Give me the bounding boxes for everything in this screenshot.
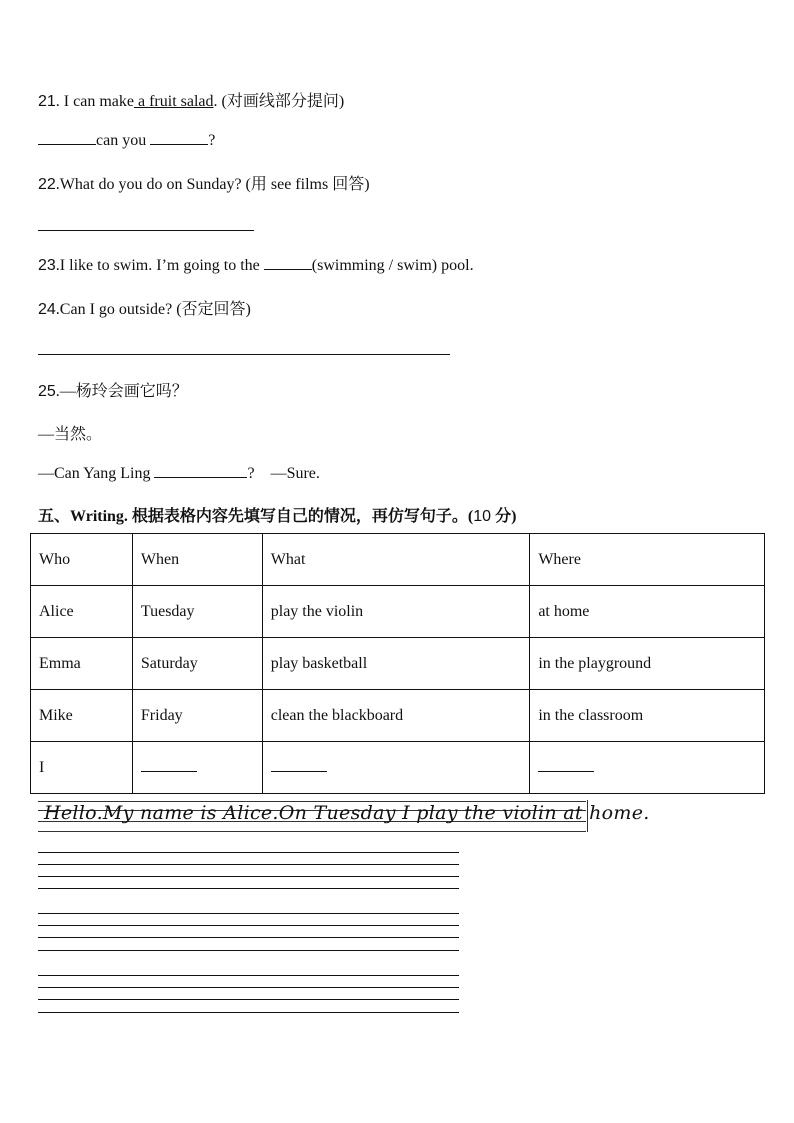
staff-line xyxy=(38,987,459,988)
table-cell: Mike xyxy=(31,690,133,742)
question-text: —当然。 xyxy=(38,426,103,443)
answer-blank[interactable] xyxy=(38,130,96,145)
section-score: 10 xyxy=(473,508,492,525)
table-cell: in the classroom xyxy=(530,690,765,742)
table-cell: Saturday xyxy=(132,638,262,690)
question-25-line3 xyxy=(38,463,320,483)
question-text: .I like to swim. I’m going to the xyxy=(55,257,264,274)
question-text: —Can Yang Ling xyxy=(38,465,155,482)
staff-line xyxy=(38,999,459,1000)
question-options: (swimming / swim) pool. xyxy=(311,257,474,274)
staff-line xyxy=(38,864,459,865)
table-row xyxy=(31,586,765,638)
question-23 xyxy=(38,255,474,275)
question-text: .What do you do on Sunday? (用 see films 回答) xyxy=(55,176,370,193)
answer-21 xyxy=(38,130,215,150)
table-header-row xyxy=(31,534,765,586)
section-5-title xyxy=(38,503,516,526)
staff-line xyxy=(38,950,459,951)
table-cell-blank[interactable] xyxy=(262,742,530,794)
staff-line xyxy=(38,937,459,938)
table-cell: I xyxy=(31,742,133,794)
table-cell: play the violin xyxy=(262,586,530,638)
table-cell: Friday xyxy=(132,690,262,742)
answer-text: can you xyxy=(96,132,147,149)
section-title-text: 五、Writing. 根据表格内容先填写自己的情况，再仿写句子。( xyxy=(38,508,474,525)
staff-line xyxy=(38,925,459,926)
table-row xyxy=(31,690,765,742)
example-handwriting xyxy=(38,800,650,834)
answer-blank[interactable] xyxy=(154,463,247,478)
answer-blank[interactable] xyxy=(264,255,312,270)
table-cell: Emma xyxy=(31,638,133,690)
table-cell: play basketball xyxy=(262,638,530,690)
question-number: 22 xyxy=(38,176,56,193)
question-25-line2 xyxy=(38,421,102,444)
answer-line-24[interactable] xyxy=(38,354,450,355)
table-row-self xyxy=(31,742,765,794)
underlined-phrase: a fruit salad xyxy=(133,93,214,110)
question-21 xyxy=(38,88,344,111)
section-title-end: 分) xyxy=(491,508,517,525)
table-cell: Alice xyxy=(31,586,133,638)
table-cell-blank[interactable] xyxy=(132,742,262,794)
table-header-cell: When xyxy=(132,534,262,586)
question-24 xyxy=(38,296,251,319)
staff-line xyxy=(38,1012,459,1013)
question-number: 21 xyxy=(38,93,56,110)
table-cell: clean the blackboard xyxy=(262,690,530,742)
writing-table xyxy=(30,533,765,794)
question-number: 24 xyxy=(38,301,56,318)
answer-blank[interactable] xyxy=(271,759,327,772)
staff-line xyxy=(38,913,459,914)
question-text: .—杨玲会画它吗？ xyxy=(55,383,188,400)
staff-line xyxy=(38,975,459,976)
staff-line xyxy=(38,852,459,853)
table-header-cell: What xyxy=(262,534,530,586)
question-text: .Can I go outside? (否定回答) xyxy=(55,301,251,318)
table-header-cell: Where xyxy=(530,534,765,586)
question-number: 25 xyxy=(38,383,56,400)
staff-line xyxy=(38,876,459,877)
answer-blank[interactable] xyxy=(150,130,208,145)
question-22 xyxy=(38,171,370,194)
table-cell: in the playground xyxy=(530,638,765,690)
staff-line xyxy=(38,831,586,832)
question-25 xyxy=(38,378,188,401)
question-text: . I can make xyxy=(55,93,134,110)
reply-text: —Sure. xyxy=(270,465,320,482)
answer-line-22[interactable] xyxy=(38,230,254,231)
table-header-cell: Who xyxy=(31,534,133,586)
table-cell: Tuesday xyxy=(132,586,262,638)
answer-punct: ? xyxy=(208,132,216,149)
question-punct: ? xyxy=(247,465,255,482)
question-number: 23 xyxy=(38,257,56,274)
example-sentence: Hello.My name is Alice.On Tuesday I play the violin at home. xyxy=(44,802,650,824)
table-cell: at home xyxy=(530,586,765,638)
staff-line xyxy=(38,888,459,889)
question-instruction: . (对画线部分提问) xyxy=(213,93,345,110)
answer-blank[interactable] xyxy=(141,759,197,772)
table-row xyxy=(31,638,765,690)
table-cell-blank[interactable] xyxy=(530,742,765,794)
answer-blank[interactable] xyxy=(538,759,594,772)
